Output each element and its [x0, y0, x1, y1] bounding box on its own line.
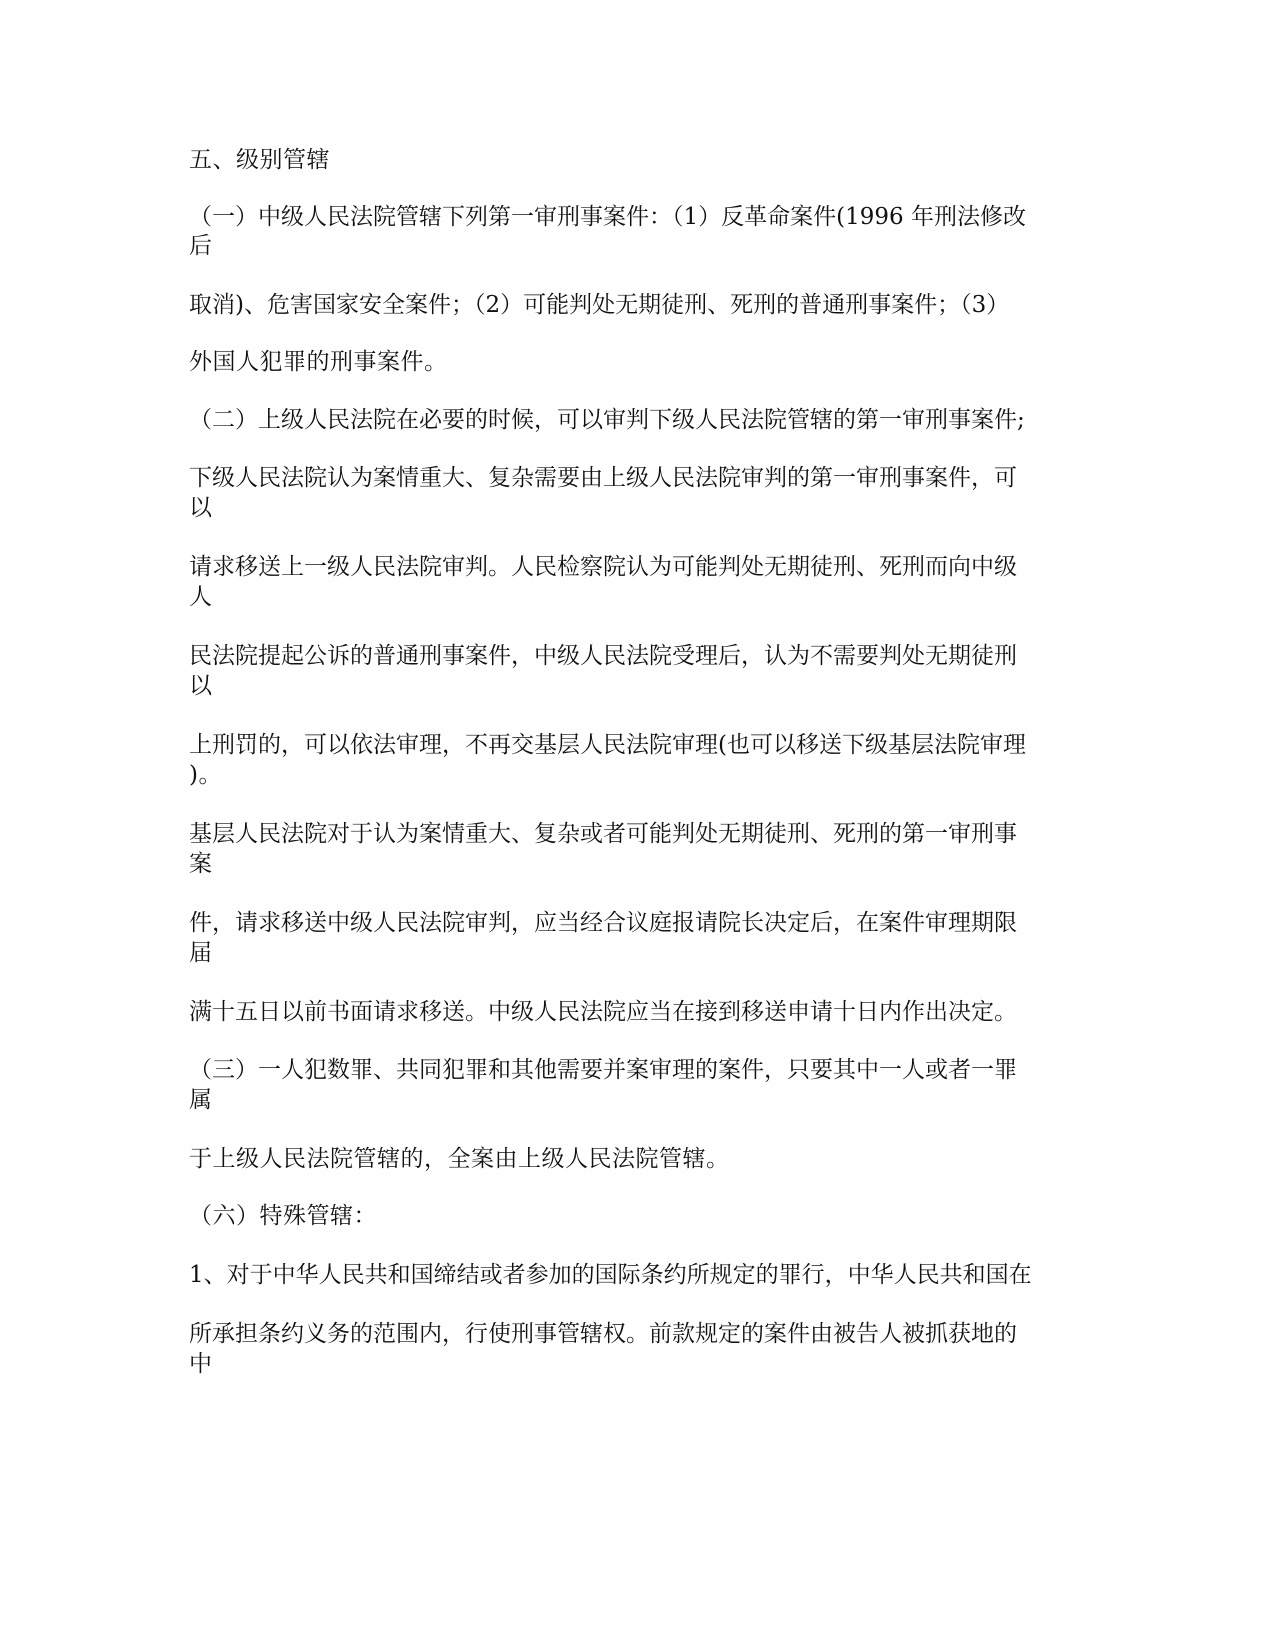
- section-heading: （六）特殊管辖：: [189, 1203, 377, 1229]
- text-line: 后: [189, 233, 213, 259]
- text-line: 人: [189, 584, 213, 610]
- text-line: 件，请求移送中级人民法院审判，应当经合议庭报请院长决定后，在案件审理期限: [189, 910, 1017, 936]
- text-line: 属: [189, 1087, 213, 1113]
- text-line: 外国人犯罪的刑事案件。: [189, 349, 448, 375]
- text-line: （三）一人犯数罪、共同犯罪和其他需要并案审理的案件，只要其中一人或者一罪: [189, 1057, 1017, 1083]
- text-line: 以: [189, 673, 213, 699]
- text-line: 上刑罚的，可以依法审理，不再交基层人民法院审理(也可以移送下级基层法院审理: [189, 732, 1026, 758]
- text-line: 案: [189, 851, 213, 877]
- text-line: 下级人民法院认为案情重大、复杂需要由上级人民法院审判的第一审刑事案件，可: [189, 465, 1017, 491]
- text-line: 所承担条约义务的范围内，行使刑事管辖权。前款规定的案件由被告人被抓获地的: [189, 1321, 1017, 1347]
- text-line: （一）中级人民法院管辖下列第一审刑事案件：（1）反革命案件(1996 年刑法修改: [189, 204, 1026, 230]
- text-line: 取消)、危害国家安全案件；（2）可能判处无期徒刑、死刑的普通刑事案件；（3）: [189, 292, 1010, 318]
- text-line: 1、对于中华人民共和国缔结或者参加的国际条约所规定的罪行，中华人民共和国在: [189, 1262, 1032, 1288]
- text-line: 中: [189, 1351, 213, 1377]
- text-line: 届: [189, 940, 213, 966]
- text-line: 满十五日以前书面请求移送。中级人民法院应当在接到移送申请十日内作出决定。: [189, 999, 1017, 1025]
- text-line: )。: [189, 762, 222, 788]
- text-line: 基层人民法院对于认为案情重大、复杂或者可能判处无期徒刑、死刑的第一审刑事: [189, 821, 1017, 847]
- text-line: （二）上级人民法院在必要的时候，可以审判下级人民法院管辖的第一审刑事案件;: [189, 407, 1025, 433]
- text-line: 请求移送上一级人民法院审判。人民检察院认为可能判处无期徒刑、死刑而向中级: [189, 554, 1017, 580]
- text-line: 于上级人民法院管辖的，全案由上级人民法院管辖。: [189, 1146, 730, 1172]
- text-line: 民法院提起公诉的普通刑事案件，中级人民法院受理后，认为不需要判处无期徒刑: [189, 643, 1017, 669]
- text-line: 以: [189, 495, 213, 521]
- section-heading: 五、级别管辖: [189, 147, 330, 173]
